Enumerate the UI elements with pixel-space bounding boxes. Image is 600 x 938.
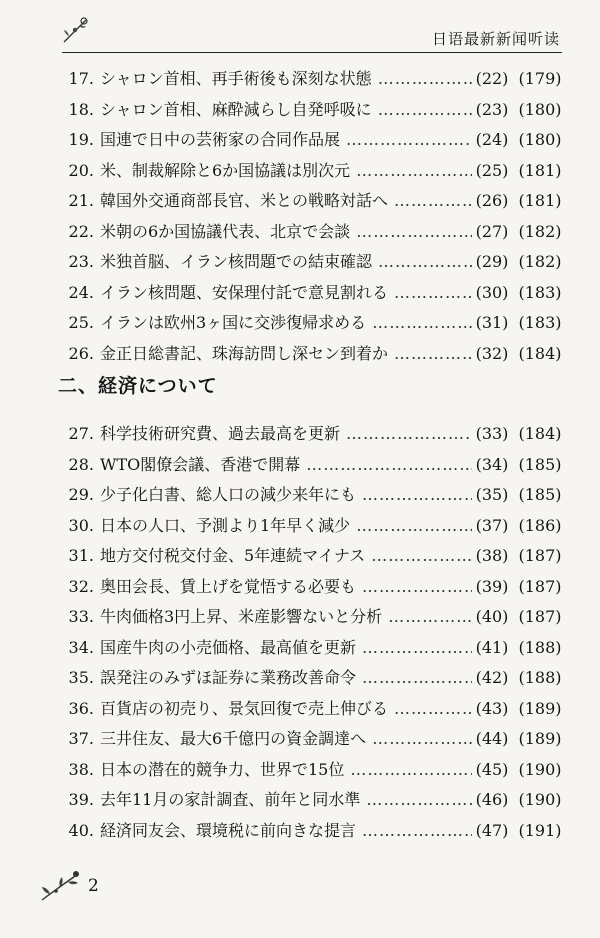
page-ref: (43) (475, 698, 509, 718)
toc-entry (58, 127, 568, 158)
dot-leader (372, 252, 472, 271)
entry-number: 24. (68, 282, 94, 302)
flower-sprig-icon (60, 14, 92, 46)
entry-title: 金正日総書記、珠海訪問し深セン到着か (100, 343, 389, 363)
toc-entry (58, 310, 568, 341)
entry-title: 米朝の6か国協議代表、北京で会談 (100, 221, 351, 241)
answer-page-ref: (189) (518, 729, 562, 748)
toc-entry (58, 513, 568, 544)
page-ref: (29) (475, 252, 509, 271)
dot-leader (372, 100, 472, 119)
toc-entry (58, 574, 568, 605)
entry-number: 32. (68, 576, 94, 596)
dot-leader (388, 283, 472, 302)
flower-sprig-icon (38, 860, 84, 906)
page-ref: (37) (475, 515, 509, 535)
page-ref: (31) (475, 313, 509, 332)
answer-page-ref: (180) (518, 130, 562, 149)
page-ref: (40) (475, 607, 509, 626)
entry-number: 35. (68, 668, 94, 687)
dot-leader (350, 222, 472, 241)
entry-title: 牛肉価格3円上昇、米産影響ないと分析 (100, 607, 383, 626)
toc-entry (58, 421, 568, 452)
entry-number: 18. (68, 99, 94, 119)
answer-page-ref: (181) (518, 191, 562, 210)
entry-title: 誤発注のみずほ証券に業務改善命令 (100, 668, 357, 687)
entry-title: シャロン首相、再手術後も深刻な状態 (100, 69, 372, 88)
entry-title: 少子化白書、総人口の減少来年にも (100, 485, 357, 504)
page-number: 2 (88, 876, 99, 896)
entry-title: 去年11月の家計調査、前年と同水準 (100, 790, 361, 809)
page-ref: (30) (475, 282, 509, 302)
toc-list-economy (58, 421, 568, 848)
answer-page-ref: (180) (518, 99, 562, 119)
entry-number: 27. (68, 424, 94, 443)
toc-entry (58, 219, 568, 250)
page-ref: (23) (475, 99, 509, 119)
answer-page-ref: (188) (518, 637, 562, 657)
toc-entry (58, 66, 568, 97)
entry-number: 23. (68, 252, 94, 271)
entry-number: 34. (68, 637, 94, 657)
entry-number: 25. (68, 313, 94, 332)
page-ref: (32) (475, 343, 509, 363)
page-ref: (45) (475, 759, 509, 779)
entry-number: 22. (68, 221, 94, 241)
dot-leader (340, 130, 472, 149)
page-ref: (25) (475, 160, 509, 180)
section-heading: 二、経済について (58, 375, 218, 397)
entry-number: 19. (68, 130, 94, 149)
page-ref: (27) (475, 221, 509, 241)
page-ref: (24) (475, 130, 509, 149)
dot-leader (356, 638, 472, 657)
answer-page-ref: (190) (518, 759, 562, 779)
dot-leader (388, 344, 472, 363)
answer-page-ref: (182) (518, 252, 562, 271)
page-ref: (33) (475, 424, 509, 443)
entry-title: 国連で日中の芸術家の合同作品展 (100, 130, 341, 149)
toc-entry (58, 757, 568, 788)
entry-title: 日本の人口、予測より1年早く減少 (100, 515, 351, 535)
dot-leader (356, 668, 472, 687)
answer-page-ref: (191) (518, 820, 562, 840)
answer-page-ref: (181) (518, 160, 562, 180)
page-ref: (35) (475, 485, 509, 504)
answer-page-ref: (187) (518, 607, 562, 626)
entry-number: 20. (68, 160, 94, 180)
toc-entry (58, 604, 568, 635)
dot-leader (388, 191, 472, 210)
toc-entry (58, 696, 568, 727)
entry-title: イランは欧州3ヶ国に交渉復帰求める (100, 313, 367, 332)
running-head: 日语最新新闻听读 (431, 30, 560, 48)
toc-entry (58, 787, 568, 818)
answer-page-ref: (187) (518, 576, 562, 596)
entry-title: イラン核問題、安保理付託で意見割れる (100, 282, 389, 302)
entry-number: 31. (68, 546, 94, 565)
entry-title: 三井住友、最大6千億円の資金調達へ (100, 729, 367, 748)
dot-leader (356, 485, 472, 504)
entry-number: 38. (68, 759, 94, 779)
toc-entry (58, 726, 568, 757)
dot-leader (340, 424, 472, 443)
entry-number: 36. (68, 698, 94, 718)
page-ref: (39) (475, 576, 509, 596)
toc-entry (58, 452, 568, 483)
header-rule (62, 52, 562, 53)
answer-page-ref: (185) (518, 454, 562, 474)
answer-page-ref: (184) (518, 424, 562, 443)
dot-leader (382, 607, 472, 626)
dot-leader (300, 455, 472, 474)
entry-number: 37. (68, 729, 94, 748)
dot-leader (372, 69, 472, 88)
toc-entry (58, 249, 568, 280)
answer-page-ref: (179) (518, 69, 562, 88)
answer-page-ref: (183) (518, 313, 562, 332)
toc-entry (58, 97, 568, 128)
entry-title: 科学技術研究費、過去最高を更新 (100, 424, 341, 443)
dot-leader (388, 699, 472, 718)
entry-title: 米独首脳、イラン核問題での結束確認 (100, 252, 373, 271)
entry-number: 29. (68, 485, 94, 504)
entry-title: 経済同友会、環境税に前向きな提言 (100, 820, 357, 840)
entry-title: 米、制裁解除と6か国協議は別次元 (100, 160, 351, 180)
dot-leader (350, 516, 472, 535)
toc-entry (58, 188, 568, 219)
toc-entry (58, 665, 568, 696)
answer-page-ref: (186) (518, 515, 562, 535)
entry-number: 17. (68, 69, 94, 88)
toc-entry (58, 158, 568, 189)
toc-entry (58, 482, 568, 513)
page-ref: (47) (475, 820, 509, 840)
entry-number: 26. (68, 343, 94, 363)
entry-title: 百貨店の初売り、景気回復で売上伸びる (100, 698, 389, 718)
dot-leader (356, 821, 472, 840)
answer-page-ref: (189) (518, 698, 562, 718)
page-ref: (26) (475, 191, 509, 210)
dot-leader (356, 577, 472, 596)
toc-entry (58, 818, 568, 849)
dot-leader (344, 760, 472, 779)
entry-number: 21. (68, 191, 94, 210)
entry-number: 30. (68, 515, 94, 535)
entry-title: 日本の潜在的競争力、世界で15位 (100, 759, 345, 779)
toc-entry (58, 543, 568, 574)
entry-number: 40. (68, 820, 94, 840)
answer-page-ref: (182) (518, 221, 562, 241)
page-ref: (42) (475, 668, 509, 687)
entry-title: シャロン首相、麻酔減らし自発呼吸に (100, 99, 372, 119)
page-ref: (44) (475, 729, 509, 748)
entry-number: 39. (68, 790, 94, 809)
page-ref: (38) (475, 546, 509, 565)
page-ref: (46) (475, 790, 509, 809)
page-ref: (34) (475, 454, 509, 474)
answer-page-ref: (188) (518, 668, 562, 687)
entry-number: 28. (68, 454, 94, 474)
entry-title: 奥田会長、賃上げを覚悟する必要も (100, 576, 357, 596)
dot-leader (366, 313, 472, 332)
entry-title: WTO閣僚会議、香港で開幕 (100, 454, 301, 474)
answer-page-ref: (183) (518, 282, 562, 302)
entry-title: 国産牛肉の小売価格、最高値を更新 (100, 637, 357, 657)
toc-list-politics (58, 66, 568, 371)
dot-leader (365, 546, 472, 565)
answer-page-ref: (190) (518, 790, 562, 809)
dot-leader (366, 729, 472, 748)
answer-page-ref: (185) (518, 485, 562, 504)
answer-page-ref: (187) (518, 546, 562, 565)
dot-leader (360, 790, 472, 809)
page-ref: (41) (475, 637, 509, 657)
answer-page-ref: (184) (518, 343, 562, 363)
page-ref: (22) (475, 69, 509, 88)
entry-title: 韓国外交通商部長官、米との戦略対話へ (100, 191, 389, 210)
entry-title: 地方交付税交付金、5年連続マイナス (100, 546, 366, 565)
toc-entry (58, 635, 568, 666)
entry-number: 33. (68, 607, 94, 626)
toc-entry (58, 341, 568, 372)
dot-leader (350, 161, 472, 180)
toc-entry (58, 280, 568, 311)
